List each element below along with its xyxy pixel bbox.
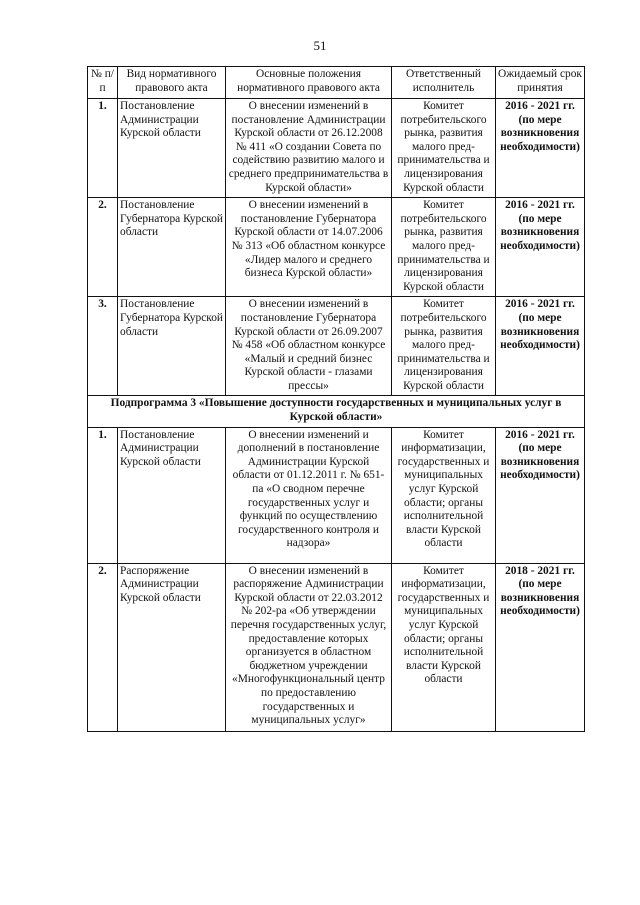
act-type: Постановление Губернатора Курской области	[118, 297, 226, 396]
act-provisions: О внесении изменений в постановление Администрации Курской области от 26.12.2008 № 411 «О создании Совета по содействию развитию малого и среднего предпринимательства в Курской области»	[226, 99, 392, 198]
legal-acts-table	[87, 66, 585, 732]
header-act-type: Вид нормативного правового акта	[118, 67, 226, 99]
subprogram-heading: Подпрограмма 3 «Повышение доступности государственных и муниципальных услуг в Курской области»	[88, 396, 585, 427]
responsible-executor: Комитет потребительского рынка, развития малого пред-принимательства и лицензирования Курской области	[392, 198, 496, 297]
table-header-row	[88, 67, 585, 99]
row-number: 2.	[88, 563, 118, 731]
subprogram-heading-row	[88, 396, 585, 427]
expected-term: 2018 - 2021 гг. (по мере возникновения необходимости)	[496, 563, 585, 731]
header-num: № п/п	[88, 67, 118, 99]
table-row	[88, 563, 585, 731]
row-number: 3.	[88, 297, 118, 396]
row-number: 1.	[88, 427, 118, 563]
table-row	[88, 99, 585, 198]
header-provisions: Основные положения нормативного правового акта	[226, 67, 392, 99]
act-type: Постановление Администрации Курской области	[118, 427, 226, 563]
responsible-executor: Комитет информатизации, государственных и муниципальных услуг Курской области; органы исполнительной власти Курской области	[392, 563, 496, 731]
act-type: Постановление Губернатора Курской области	[118, 198, 226, 297]
table-row	[88, 297, 585, 396]
act-provisions: О внесении изменений в распоряжение Администрации Курской области от 22.03.2012 № 202-ра «Об утверждении перечня государственных услуг, предоставление которых организуется в областном бюджетном учреждении «Многофункциональный центр по предоставлению государственных и муниципальных услуг»	[226, 563, 392, 731]
responsible-executor: Комитет информатизации, государственных и муниципальных услуг Курской области; органы исполнительной власти Курской области	[392, 427, 496, 563]
expected-term: 2016 - 2021 гг. (по мере возникновения необходимости)	[496, 99, 585, 198]
act-provisions: О внесении изменений в постановление Губернатора Курской области от 14.07.2006 № 313 «Об областном конкурсе «Лидер малого и среднего бизнеса Курской области»	[226, 198, 392, 297]
expected-term: 2016 - 2021 гг. (по мере возникновения необходимости)	[496, 427, 585, 563]
act-type: Постановление Администрации Курской области	[118, 99, 226, 198]
row-number: 2.	[88, 198, 118, 297]
responsible-executor: Комитет потребительского рынка, развития малого пред-принимательства и лицензирования Курской области	[392, 99, 496, 198]
act-type: Распоряжение Администрации Курской области	[118, 563, 226, 731]
row-number: 1.	[88, 99, 118, 198]
table-row	[88, 427, 585, 563]
expected-term: 2016 - 2021 гг. (по мере возникновения необходимости)	[496, 198, 585, 297]
table-row	[88, 198, 585, 297]
expected-term: 2016 - 2021 гг. (по мере возникновения необходимости)	[496, 297, 585, 396]
act-provisions: О внесении изменений и дополнений в постановление Администрации Курской области от 01.12.2011 г. № 651-па «О сводном перечне государственных услуг и функций по осуществлению государственного контроля и надзора»	[226, 427, 392, 563]
act-provisions: О внесении изменений в постановление Губернатора Курской области от 26.09.2007 № 458 «Об областном конкурсе «Малый и средний бизнес Курской области - глазами прессы»	[226, 297, 392, 396]
header-term: Ожидаемый срок принятия	[496, 67, 585, 99]
page-number: 51	[313, 38, 327, 53]
responsible-executor: Комитет потребительского рынка, развития малого пред-принимательства и лицензирования Курской области	[392, 297, 496, 396]
header-responsible: Ответственный исполнитель	[392, 67, 496, 99]
